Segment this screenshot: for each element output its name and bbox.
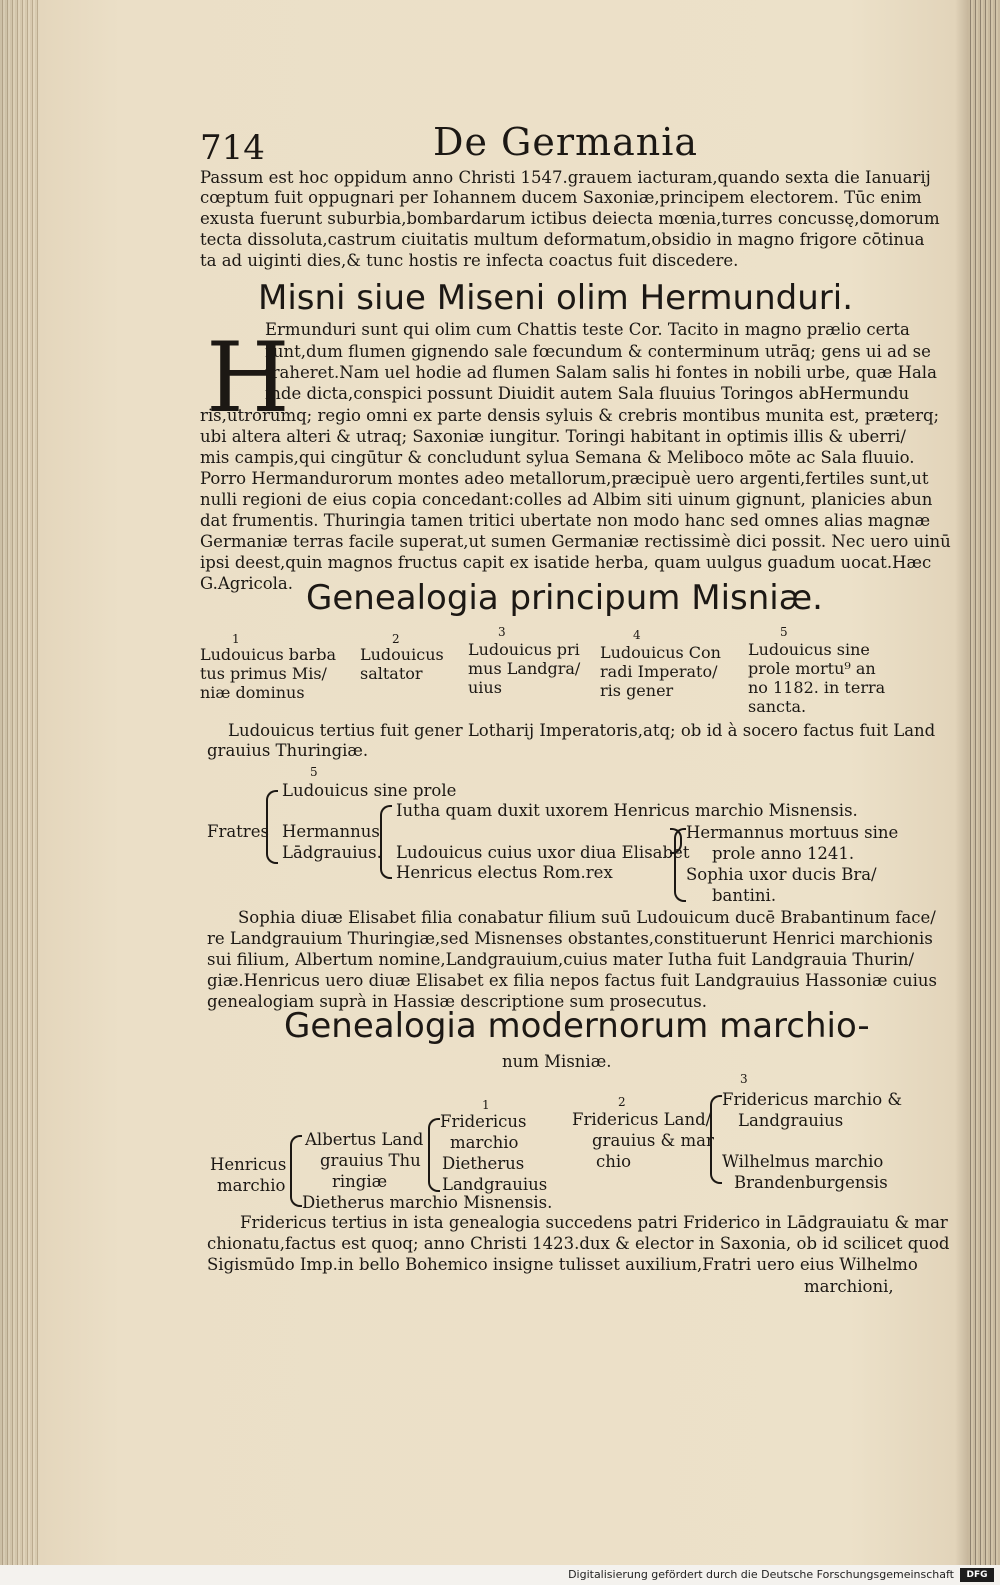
column-number: 4 (633, 628, 641, 642)
tree-node: Fridericus (440, 1112, 527, 1131)
tree-node: Hermannus (282, 822, 380, 841)
body-line: nulli regioni de eius copia concedant:colles ad Albim siti uinum gignunt, planicies abun (200, 490, 933, 509)
body-line: mis campis,qui cingūtur & concludunt sylua Semana & Meliboco mōte ac Sala fluuio. (200, 448, 915, 467)
tree-node: chio (596, 1152, 632, 1171)
tree-number: 3 (740, 1072, 748, 1086)
lineage-column: Ludouicus saltator (360, 645, 444, 683)
tree-node: Fridericus marchio & (722, 1090, 903, 1109)
lineage-column: Ludouicus pri mus Landgra/ uius (468, 640, 581, 697)
body-line: dat frumentis. Thuringia tamen tritici ubertate non modo hanc sed omnes alias magnæ (200, 511, 931, 530)
section-title: Genealogia principum Misniæ. (306, 578, 823, 618)
section-title-cont: num Misniæ. (502, 1052, 612, 1071)
body-line: Fridericus tertius in ista genealogia succedens patri Friderico in Lādgrauiatu & mar (240, 1213, 948, 1232)
tree-node: Henricus (210, 1155, 287, 1174)
body-line: inde dicta,conspici possunt Diuidit autem Sala fluuius Toringos abHermundu (265, 384, 910, 403)
body-line: G.Agricola. (200, 574, 294, 593)
body-line: sui filium, Albertum nomine,Landgrauium,cuius mater Iutha fuit Landgrauia Thurin/ (207, 950, 915, 969)
intro-line: tecta dissoluta,castrum ciuitatis multum deformatum,obsidio in magno frigore cōtinua (200, 230, 925, 249)
body-line: Sigismūdo Imp.in bello Bohemico insigne tulisset auxilium,Fratri uero eius Wilhelmo (207, 1255, 918, 1274)
page-edges-left (0, 0, 40, 1585)
column-number: 1 (232, 632, 240, 646)
body-line: Germaniæ terras facile superat,ut sumen Germaniæ rectissimè dici possit. Nec uero uinū (200, 532, 951, 551)
body-line: traheret.Nam uel hodie ad flumen Salam salis hi fontes in nobili urbe, quæ Hala (265, 363, 937, 382)
body-line: ris,utrorumq; regio omni ex parte densis syluis & crebris montibus munita est, præterq; (200, 406, 940, 425)
tree-node: Ludouicus sine prole (282, 781, 457, 800)
body-line: genealogiam suprà in Hassiæ descriptione sum prosecutus. (207, 992, 707, 1011)
intro-line: ta ad uiginti dies,& tunc hostis re infecta coactus fuit discedere. (200, 251, 739, 270)
tree-node: grauius & mar (592, 1131, 714, 1150)
column-number: 3 (498, 625, 506, 639)
body-line: Ermunduri sunt qui olim cum Chattis teste Cor. Tacito in magno prælio certa (265, 320, 910, 339)
drop-initial: H (206, 322, 290, 434)
body-line: re Landgrauium Thuringiæ,sed Misnenses obstantes,constituerunt Henrici marchionis (207, 929, 933, 948)
genealogy-brace (710, 1095, 722, 1184)
tree-node: Iutha quam duxit uxorem Henricus marchio Misnensis. (396, 801, 858, 820)
tree-node: Hermannus mortuus sine (686, 823, 899, 842)
genealogy-brace (380, 805, 392, 879)
footer-credit: Digitalisierung gefördert durch die Deutsche Forschungsgemeinschaft (568, 1568, 954, 1581)
body-line: marchioni, (804, 1277, 894, 1296)
note-line: Ludouicus tertius fuit gener Lotharij Imperatoris,atq; ob id à socero factus fuit Land (228, 721, 936, 740)
body-line: Sophia diuæ Elisabet filia conabatur filium suū Ludouicum ducē Brabantinum face/ (238, 908, 936, 927)
tree-node: marchio (217, 1176, 286, 1195)
tree-node: Albertus Land (305, 1130, 424, 1149)
note-line: grauius Thuringiæ. (207, 741, 369, 760)
page-edges-right (968, 0, 1000, 1585)
tree-node: Landgrauius (738, 1111, 844, 1130)
lineage-column: Ludouicus sine prole mortu⁹ an no 1182. in terra sancta. (748, 640, 886, 716)
tree-node: Wilhelmus marchio (722, 1152, 884, 1171)
body-line: ubi altera alteri & utraq; Saxoniæ iungitur. Toringi habitant in optimis illis & uberri/ (200, 427, 906, 446)
tree-node: Sophia uxor ducis Bra/ (686, 865, 877, 884)
column-number: 5 (780, 625, 788, 639)
body-line: giæ.Henricus uero diuæ Elisabet ex filia nepos factus fuit Landgrauius Hassoniæ cuius (207, 971, 938, 990)
intro-line: cœptum fuit oppugnari per Iohannem ducem Saxoniæ,principem electorem. Tūc enim (200, 188, 922, 207)
tree-node: Henricus electus Rom.rex (396, 863, 613, 882)
running-title: De Germania (433, 120, 699, 164)
tree-node: ringiæ (332, 1172, 388, 1191)
lineage-column: Ludouicus Con radi Imperato/ ris gener (600, 643, 721, 700)
intro-line: exusta fuerunt suburbia,bombardarum ictibus deiecta mœnia,turres concussę,domorum (200, 209, 940, 228)
body-line: runt,dum flumen gignendo sale fœcundum & conterminum utrāq; gens ui ad se (265, 342, 931, 361)
genealogy-brace (266, 790, 278, 864)
body-line: Porro Hermandurorum montes adeo metallorum,præcipuè uero argenti,fertiles sunt,ut (200, 469, 929, 488)
tree-node: Ludouicus cuius uxor diua Elisabet (396, 843, 690, 862)
dfg-logo: DFG (960, 1568, 994, 1582)
tree-node: bantini. (712, 886, 777, 905)
intro-line: Passum est hoc oppidum anno Christi 1547.grauem iacturam,quando sexta die Ianuarij (200, 168, 931, 187)
body-line: ipsi deest,quin magnos fructus capit ex isatide herba, quam uulgus guadum uocat.Hæc (200, 553, 932, 572)
genealogy-brace (674, 828, 686, 902)
digitization-footer (0, 1565, 1000, 1585)
tree-node: Lādgrauius. (282, 843, 382, 862)
tree-number: 2 (618, 1095, 626, 1109)
section-title: Misni siue Miseni olim Hermunduri. (258, 278, 854, 318)
section-title: Genealogia modernorum marchio- (284, 1006, 870, 1046)
genealogy-brace (290, 1135, 302, 1207)
tree-number: 5 (310, 765, 318, 779)
tree-node: Fridericus Land/ (572, 1110, 712, 1129)
tree-number: 1 (482, 1098, 490, 1112)
tree-node: Landgrauius (442, 1175, 548, 1194)
body-line: chionatu,factus est quoq; anno Christi 1423.dux & elector in Saxonia, ob id scilicet quod (207, 1234, 950, 1253)
tree-node: Dietherus marchio Misnensis. (302, 1193, 553, 1212)
column-number: 2 (392, 632, 400, 646)
tree-node: prole anno 1241. (712, 844, 855, 863)
tree-label: Fratres (207, 822, 269, 841)
tree-node: Dietherus (442, 1154, 525, 1173)
tree-node: Brandenburgensis (734, 1173, 888, 1192)
page-number: 714 (200, 128, 265, 168)
tree-node: marchio (450, 1133, 519, 1152)
genealogy-brace (428, 1118, 440, 1192)
tree-node: grauius Thu (320, 1151, 421, 1170)
lineage-column: Ludouicus barba tus primus Mis/ niæ dominus (200, 645, 336, 702)
